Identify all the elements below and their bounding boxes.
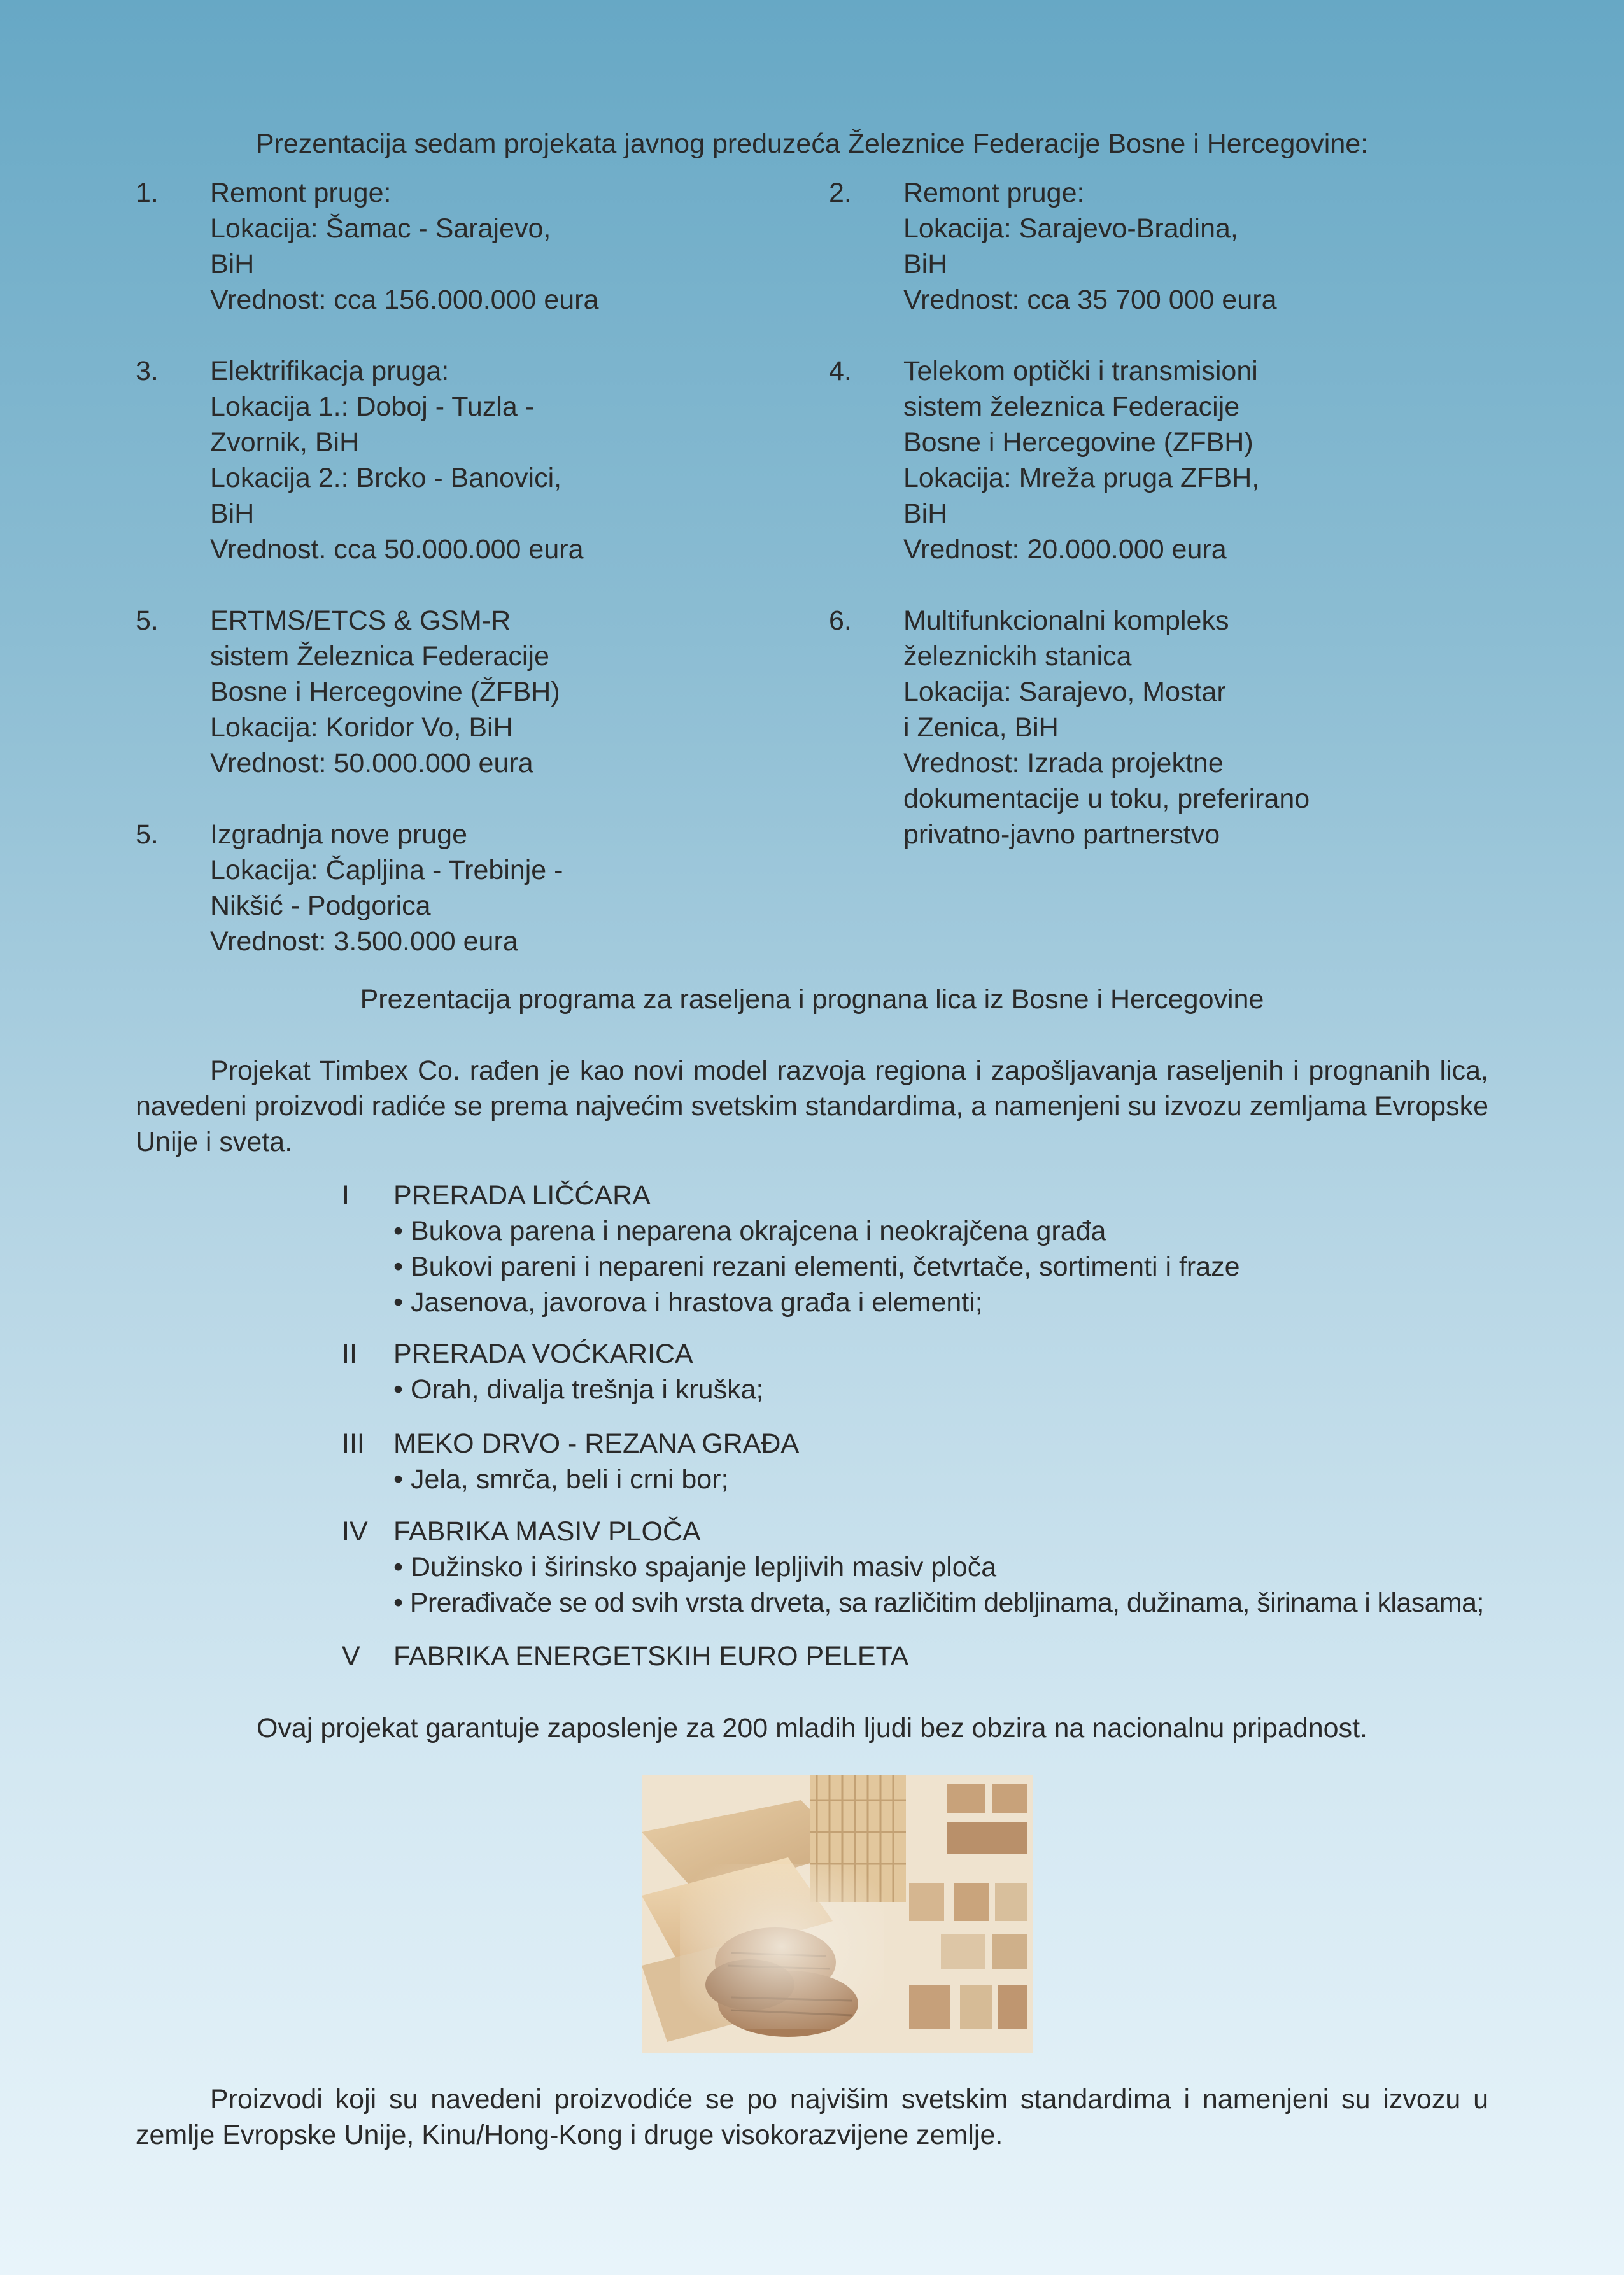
rail-projects-heading: Prezentacija sedam projekata javnog preduzeća Železnice Federacije Bosne i Hercegovine: (255, 129, 1369, 159)
project-number: 3. (136, 356, 159, 386)
project-line: dokumentacije u toku, preferirano (903, 784, 1310, 814)
project-number: 2. (829, 178, 852, 208)
project-line: sistem Železnica Federacije (210, 641, 549, 672)
project-line: Lokacija 2.: Brcko - Banovici, (210, 463, 562, 493)
project-line: privatno-javno partnerstvo (903, 819, 1220, 850)
project-line: BiH (903, 249, 948, 279)
project-line: Vrednost: Izrada projektne (903, 748, 1224, 778)
program-heading: Prezentacija programa za raseljena i prognana lica iz Bosne i Hercegovine (360, 984, 1264, 1015)
section-title: FABRIKA MASIV PLOČA (393, 1516, 701, 1547)
section-title: MEKO DRVO - REZANA GRAĐA (393, 1428, 800, 1459)
project-number: 1. (136, 178, 159, 208)
section-item: • Orah, divalja trešnja i kruška; (393, 1374, 764, 1405)
section-title: PRERADA LIČĆARA (393, 1180, 651, 1211)
project-line: Bosne i Hercegovine (ZFBH) (903, 427, 1253, 458)
project-line: Lokacija: Čapljina - Trebinje - (210, 855, 563, 885)
closing-paragraph: Proizvodi koji su navedeni proizvodiće se po najvišim svetskim standardima i namenjeni su izvozu u zemlje Evropske Unije, Kinu/Hong-Kong i druge visokorazvijene zemlje. (136, 2084, 1488, 2150)
project-line: Vrednost: 20.000.000 eura (903, 534, 1227, 565)
section-title: FABRIKA ENERGETSKIH EURO PELETA (393, 1641, 909, 1672)
project-line: Vrednost: 50.000.000 eura (210, 748, 533, 778)
project-line: Vrednost. cca 50.000.000 eura (210, 534, 584, 565)
section-title: PRERADA VOĆKARICA (393, 1339, 693, 1369)
section-numeral: II (342, 1339, 357, 1369)
section-item: • Bukova parena i neparena okrajcena i neokrajčena građa (393, 1216, 1106, 1246)
section-numeral: I (342, 1180, 350, 1211)
section-numeral: IV (342, 1516, 368, 1547)
project-number: 5. (136, 819, 159, 850)
project-line: Lokacija: Šamac - Sarajevo, (210, 213, 551, 244)
project-line: Remont pruge: (903, 178, 1085, 208)
project-line: Nikšić - Podgorica (210, 891, 431, 921)
project-line: Elektrifikacja pruga: (210, 356, 449, 386)
project-line: Izgradnja nove pruge (210, 819, 468, 850)
project-line: železnickih stanica (903, 641, 1132, 672)
section-numeral: III (342, 1428, 365, 1459)
project-line: Vrednost: 3.500.000 eura (210, 926, 518, 957)
project-line: Lokacija: Koridor Vo, BiH (210, 712, 513, 743)
section-numeral: V (342, 1641, 360, 1672)
project-number: 6. (829, 605, 852, 636)
section-item: • Jasenova, javorova i hrastova građa i elementi; (393, 1287, 983, 1318)
project-line: Lokacija 1.: Doboj - Tuzla - (210, 391, 535, 422)
section-item: • Bukovi pareni i nepareni rezani elementi, četvrtače, sortimenti i fraze (393, 1251, 1240, 1282)
project-line: Remont pruge: (210, 178, 392, 208)
project-line: BiH (210, 249, 255, 279)
project-line: Vrednost: cca 35 700 000 eura (903, 285, 1277, 315)
project-line: Multifunkcionalni kompleks (903, 605, 1229, 636)
project-number: 4. (829, 356, 852, 386)
project-line: Vrednost: cca 156.000.000 eura (210, 285, 599, 315)
project-line: Lokacija: Mreža pruga ZFBH, (903, 463, 1260, 493)
wood-products-photo (642, 1775, 1033, 2053)
project-line: Lokacija: Sarajevo, Mostar (903, 677, 1226, 707)
project-line: Lokacija: Sarajevo-Bradina, (903, 213, 1238, 244)
project-line: Bosne i Hercegovine (ŽFBH) (210, 677, 560, 707)
section-item: • Dužinsko i širinsko spajanje lepljivih masiv ploča (393, 1552, 997, 1582)
project-line: ERTMS/ETCS & GSM-R (210, 605, 511, 636)
intro-paragraph: Projekat Timbex Co. rađen je kao novi model razvoja regiona i zapošljavanja raseljenih i prognanih lica, navedeni proizvodi radiće se prema najvećim svetskim standardima, a namenjeni su izvozu zemljama Evropske Unije i sveta. (136, 1055, 1488, 1157)
project-number: 5. (136, 605, 159, 636)
project-line: Zvornik, BiH (210, 427, 360, 458)
section-item: • Jela, smrča, beli i crni bor; (393, 1464, 729, 1495)
project-line: Telekom optički i transmisioni (903, 356, 1258, 386)
employment-statement: Ovaj projekat garantuje zaposlenje za 200 mladih ljudi bez obzira na nacionalnu pripadnost. (256, 1713, 1367, 1743)
project-line: BiH (210, 498, 255, 529)
section-item: • Prerađivače se od svih vrsta drveta, sa različitim debljinama, dužinama, širinama i klasama; (393, 1588, 1484, 1618)
project-line: i Zenica, BiH (903, 712, 1059, 743)
project-line: BiH (903, 498, 948, 529)
project-line: sistem železnica Federacije (903, 391, 1240, 422)
